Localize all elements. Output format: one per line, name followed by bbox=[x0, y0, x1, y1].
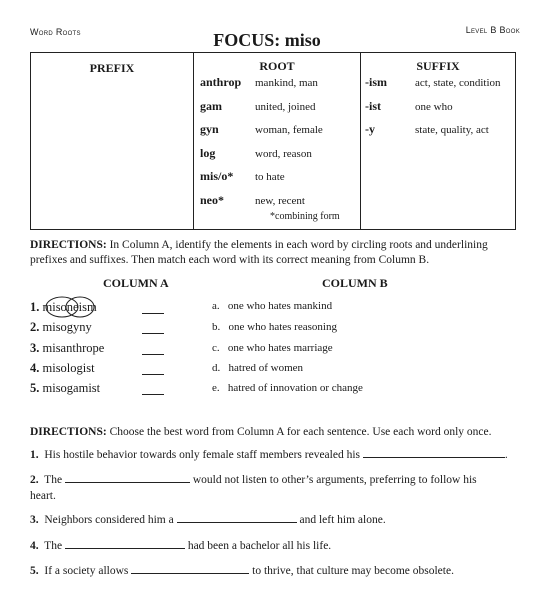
column-a-item: 4. misologist bbox=[30, 361, 95, 375]
combining-form-note: *combining form bbox=[270, 211, 340, 222]
unit-label: Word Roots bbox=[30, 27, 81, 37]
answer-blank[interactable] bbox=[142, 333, 164, 334]
answer-blank[interactable] bbox=[142, 374, 164, 375]
column-a-header: COLUMN A bbox=[103, 276, 169, 290]
column-b-item: b. one who hates reasoning bbox=[212, 321, 337, 333]
root-row: neo* new, recent bbox=[200, 192, 305, 207]
column-a-item: 5. misogamist bbox=[30, 381, 101, 395]
word-parts-table bbox=[30, 52, 516, 230]
column-a-item: 2. misogyny bbox=[30, 320, 92, 334]
page-title: FOCUS: miso bbox=[213, 30, 321, 50]
root-row: log word, reason bbox=[200, 145, 312, 160]
column-b-header: COLUMN B bbox=[322, 276, 388, 290]
prefix-column bbox=[31, 53, 194, 230]
sentence-item: 3. Neighbors considered him a and left him alone. bbox=[30, 514, 386, 526]
sentence-blank[interactable] bbox=[65, 547, 185, 549]
word-misoneism: misoneism bbox=[42, 300, 97, 314]
prefix-header: PREFIX bbox=[89, 61, 135, 75]
suffix-row: -ism act, state, condition bbox=[365, 75, 501, 89]
directions-sentences: DIRECTIONS: Choose the best word from Column A for each sentence. Use each word only once. bbox=[30, 426, 492, 438]
answer-blank[interactable] bbox=[142, 394, 164, 395]
sentence-item: 5. If a society allows to thrive, that culture may become obsolete. bbox=[30, 565, 454, 577]
suffix-row: -y state, quality, act bbox=[365, 122, 489, 136]
answer-blank[interactable] bbox=[142, 313, 164, 314]
sentence-blank[interactable] bbox=[363, 456, 505, 458]
root-row: gam united, joined bbox=[200, 98, 316, 113]
column-b-item: e. hatred of innovation or change bbox=[212, 382, 363, 394]
root-header: ROOT bbox=[259, 59, 295, 73]
directions-matching: DIRECTIONS: In Column A, identify the elements in each word by circling roots and underlining prefixes and suffixes. Then match each word with its correct meaning from Column B. bbox=[30, 239, 488, 266]
root-column bbox=[194, 53, 361, 230]
sentence-item: 1. His hostile behavior towards only female staff members revealed his . bbox=[30, 449, 508, 461]
column-b-item: a. one who hates mankind bbox=[212, 300, 333, 312]
column-b-item: d. hatred of women bbox=[212, 362, 304, 374]
suffix-row: -ist one who bbox=[365, 98, 453, 113]
root-row: anthrop mankind, man bbox=[200, 75, 318, 89]
column-b-item: c. one who hates marriage bbox=[212, 342, 333, 354]
suffix-column bbox=[361, 53, 516, 230]
sentence-blank[interactable] bbox=[131, 572, 249, 574]
root-row: mis/o* to hate bbox=[200, 169, 285, 183]
answer-blank[interactable] bbox=[142, 354, 164, 355]
sentence-blank[interactable] bbox=[177, 521, 297, 523]
sentence-item: 4. The had been a bachelor all his life. bbox=[30, 540, 332, 552]
root-row: gyn woman, female bbox=[200, 122, 323, 136]
sentence-blank[interactable] bbox=[65, 481, 190, 483]
sentence-item: 2. The would not listen to other’s arguments, preferring to follow his heart. bbox=[30, 474, 477, 502]
suffix-header: SUFFIX bbox=[416, 59, 460, 73]
column-a-item: 3. misanthrope bbox=[30, 341, 105, 355]
column-a-item: 1. misoneism bbox=[30, 300, 97, 314]
level-label: Level B Book bbox=[465, 25, 520, 35]
circle-marks bbox=[44, 294, 114, 320]
